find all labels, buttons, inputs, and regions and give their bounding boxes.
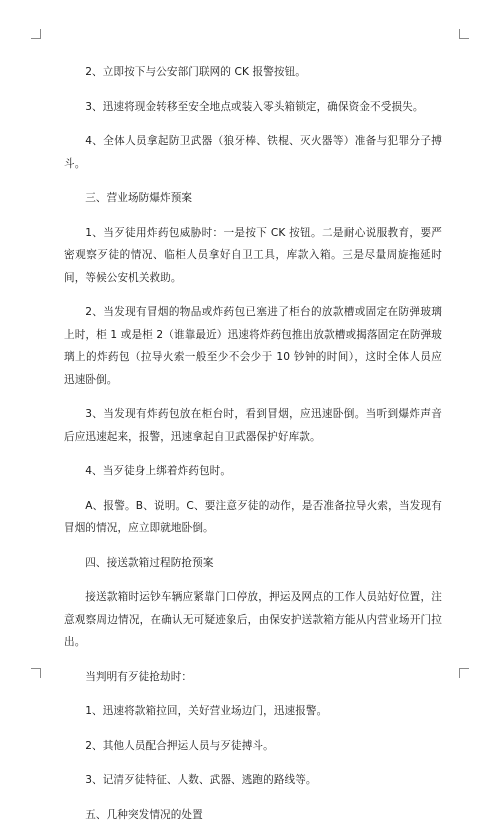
crop-mark-bottom-left [31,668,41,678]
paragraph: 2、当发现有冒烟的物品或炸药包已塞进了柜台的放款槽或固定在防弹玻璃上时，柜 1 或是柜 2（谁靠最近）迅速将炸药包推出放款槽或揭落固定在防弹玻璃上的炸药包（拉导火索一般至少不会少于 10 钞钟的时间），这时全体人员应迅速卧倒。 [64,306,442,386]
paragraph: 当判明有歹徒抢劫时： [85,670,193,683]
paragraph: A、报警。B、说明。C、要注意歹徒的动作，是否准备拉导火索，当发现有冒烟的情况，应立即就地卧倒。 [64,499,442,534]
paragraph: 1、当歹徒用炸药包威胁时：一是按下 CK 按钮。二是耐心说服教育，要严密观察歹徒的情况、临柜人员拿好自卫工具，库款入箱。三是尽量周旋拖延时间，等候公安机关救助。 [64,226,442,284]
paragraph: 3、记清歹徒特征、人数、武器、逃跑的路线等。 [85,774,317,786]
paragraph: 接送款箱时运钞车辆应紧靠门口停放，押运及网点的工作人员站好位置，注意观察周边情况，在确认无可疑迹象后，由保安护送款箱方能从内营业场开门拉出。 [64,591,442,648]
paragraph: 3、当发现有炸药包放在柜台时，看到冒烟，应迅速卧倒。当听到爆炸声音后应迅速起来，报警，迅速拿起自卫武器保护好库款。 [64,408,442,443]
crop-mark-bottom-right [459,668,469,678]
section-heading: 三、营业场防爆炸预案 [85,192,193,204]
paragraph: 2、其他人员配合押运人员与歹徒搏斗。 [85,739,274,752]
crop-mark-top-left [31,29,41,39]
section-heading: 四、接送款箱过程防抢预案 [85,556,214,569]
paragraph: 4、当歹徒身上绑着炸药包时。 [85,465,232,477]
paragraph: 4、全体人员拿起防卫武器（狼牙棒、铁棍、灭火器等）准备与犯罪分子搏斗。 [64,135,442,170]
paragraph: 1、迅速将款箱拉回，关好营业场边门，迅速报警。 [85,705,328,717]
paragraph: 2、立即按下与公安部门联网的 CK 报警按钮。 [85,66,306,78]
paragraph: 3、迅速将现金转移至安全地点或装入零头箱锁定，确保资金不受损失。 [85,100,424,113]
section-heading: 五、几种突发情况的处置 [85,808,203,821]
crop-mark-top-right [459,29,469,39]
document-body [64,61,442,838]
